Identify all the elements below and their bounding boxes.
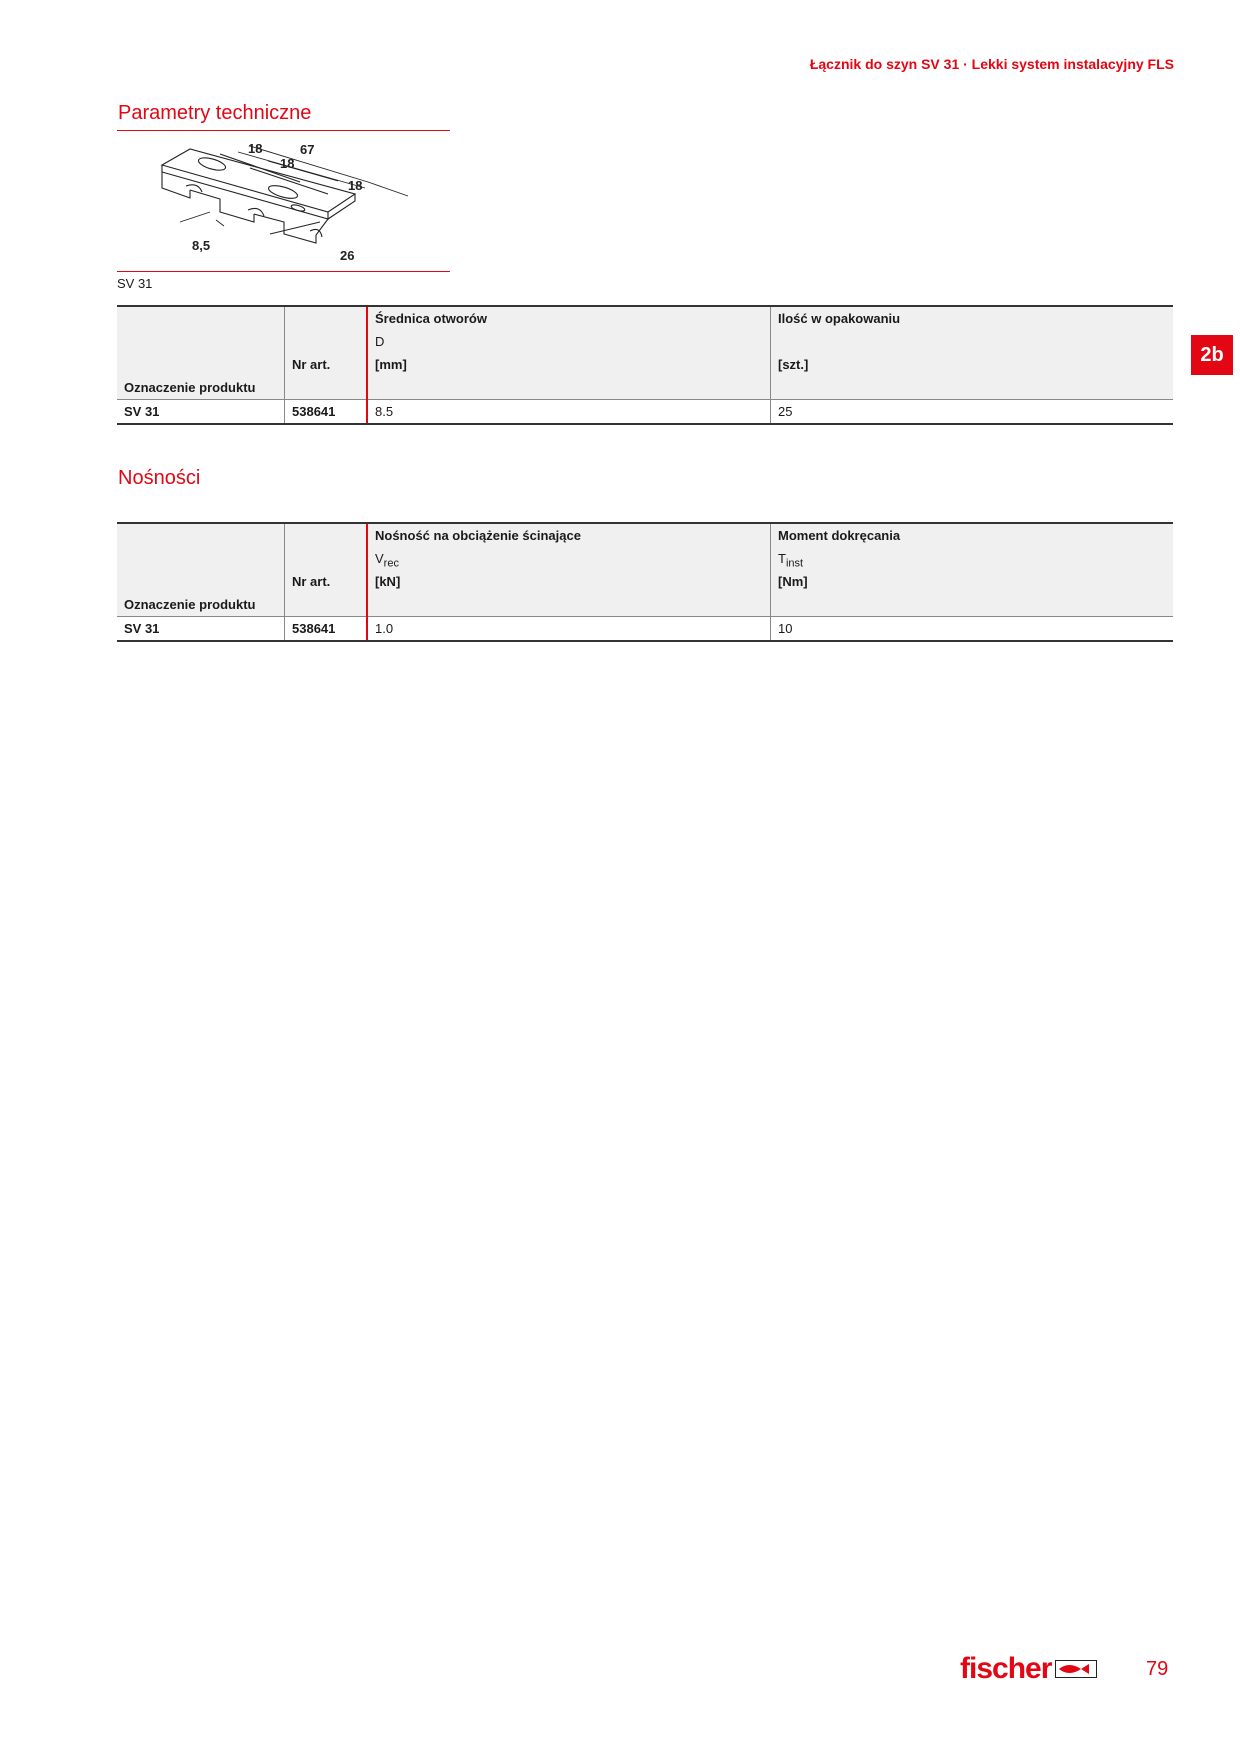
dim-label: 8,5 — [192, 238, 211, 253]
col-header-torque: Moment dokręcania $T_{inst}$ [Nm] — [771, 523, 1174, 617]
product-drawing — [150, 142, 420, 267]
section-divider — [117, 271, 450, 272]
cell-art: 538641 — [285, 400, 368, 425]
page-number: 79 — [1146, 1658, 1169, 1680]
chapter-tab: 2b — [1191, 335, 1233, 375]
col-header-qty: Ilość w opakowaniu [szt.] — [771, 306, 1174, 400]
fischer-logo: fischer — [960, 1652, 1097, 1686]
dim-label: 18 — [348, 178, 363, 193]
cell-art: 538641 — [285, 617, 368, 642]
col-header-product: Oznaczenie produktu — [117, 306, 285, 400]
col-header-diameter: Średnica otworów D [mm] — [367, 306, 771, 400]
dim-label: 18 — [280, 156, 295, 171]
section-title-tech-params: Parametry techniczne — [118, 102, 312, 124]
dim-label: 26 — [340, 248, 355, 263]
dim-label: 67 — [300, 142, 315, 157]
dim-label: 18 — [248, 142, 263, 156]
table-row — [117, 400, 1173, 425]
table-row — [117, 617, 1173, 642]
cell-qty: 25 — [771, 400, 1174, 425]
col-header-art: Nr art. — [285, 306, 368, 400]
cell-diameter: 8.5 — [367, 400, 771, 425]
drawing-caption: SV 31 — [117, 276, 153, 291]
section-title-load: Nośności — [118, 467, 201, 489]
col-header-shear: Nośność na obciążenie ścinające $V_{rec}$ [kN] — [367, 523, 771, 617]
col-header-art: Nr art. — [285, 523, 368, 617]
load-table — [117, 522, 1173, 642]
section-divider — [117, 130, 450, 131]
cell-shear: 1.0 — [367, 617, 771, 642]
tech-params-table — [117, 305, 1173, 425]
cell-product: SV 31 — [117, 400, 285, 425]
running-header: Łącznik do szyn SV 31 · Lekki system instalacyjny FLS — [809, 56, 1174, 72]
cell-product: SV 31 — [117, 617, 285, 642]
cell-torque: 10 — [771, 617, 1174, 642]
fish-logo-icon — [1055, 1660, 1097, 1678]
col-header-product: Oznaczenie produktu — [117, 523, 285, 617]
